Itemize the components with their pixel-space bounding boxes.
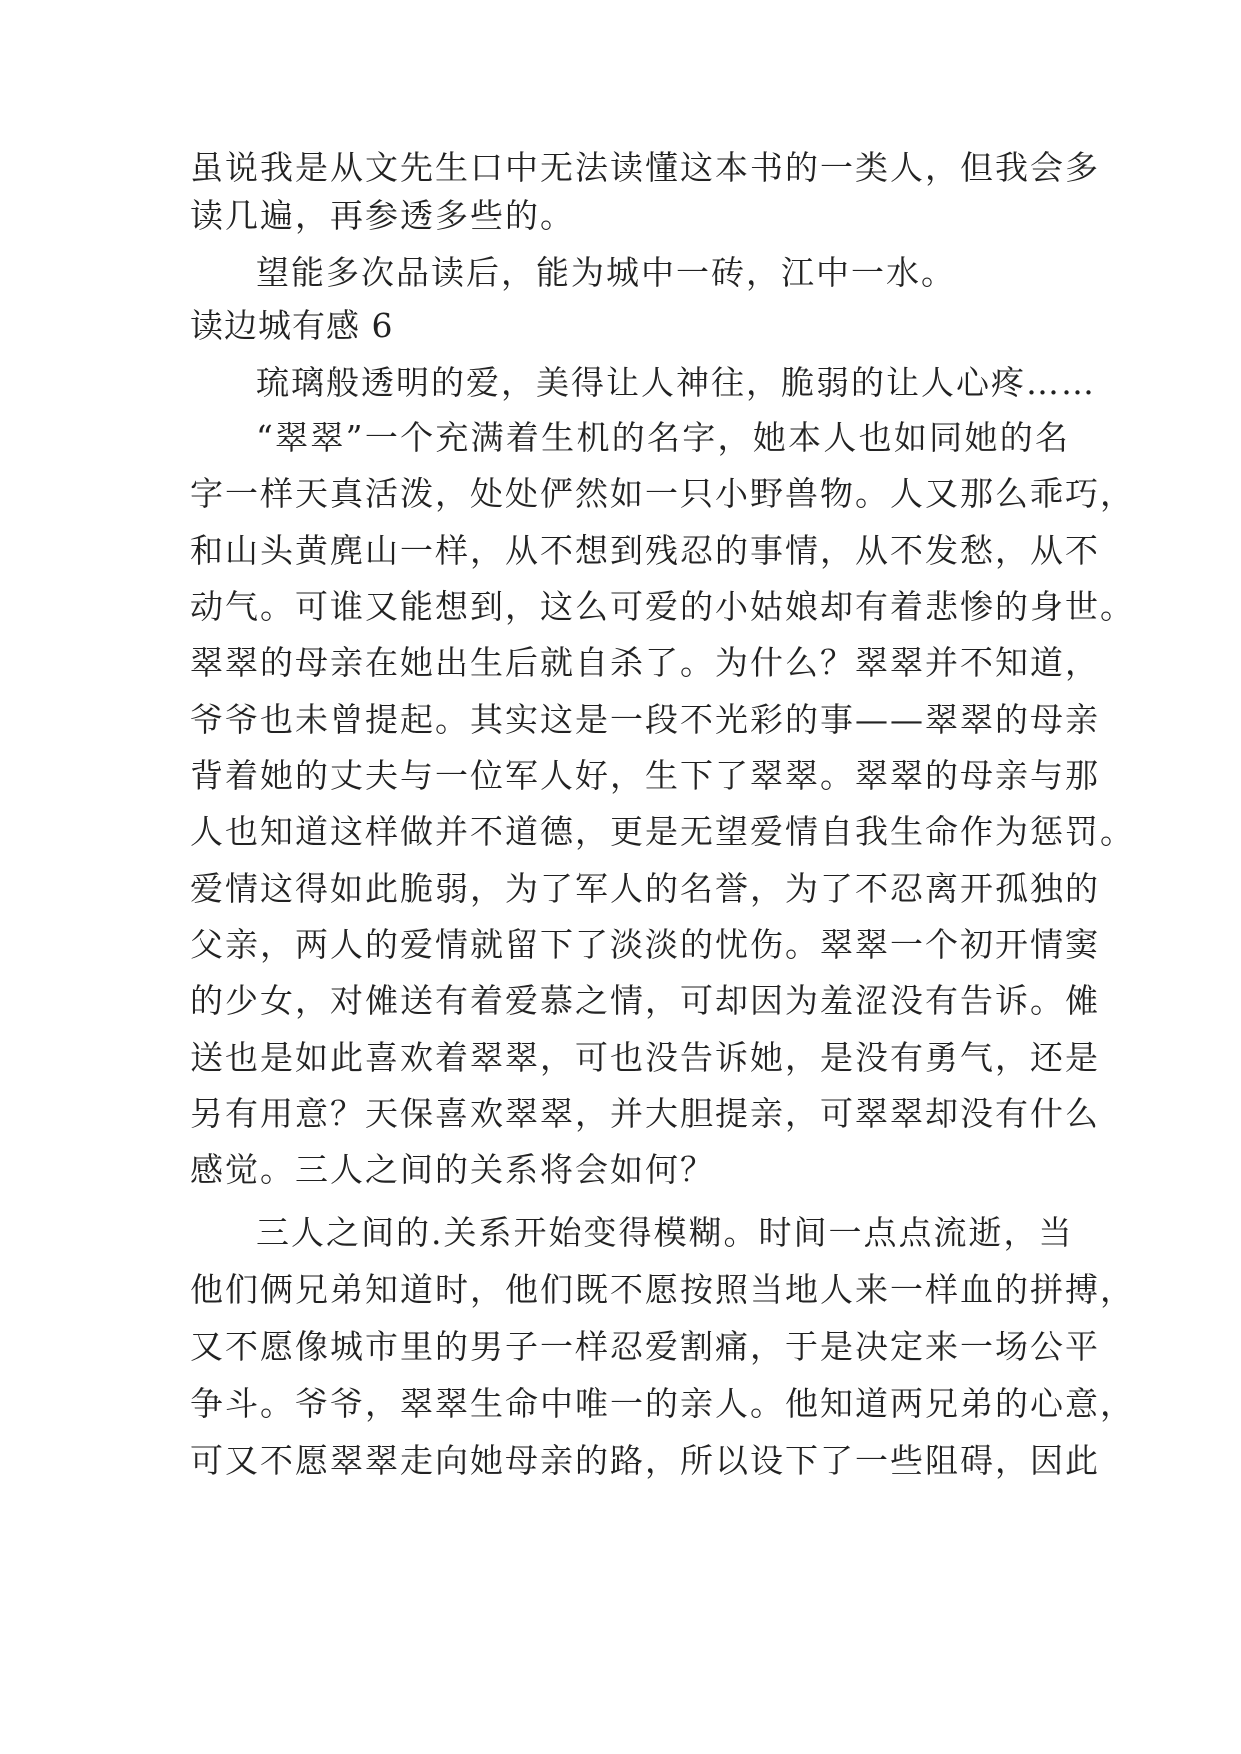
paragraph-2-line-1: 望能多次品读后，能为城中一砖，江中一水。 <box>256 253 956 292</box>
paragraph-4-line-1: “翠翠”一个充满着生机的名字，她本人也如同她的名 <box>256 418 1070 457</box>
paragraph-1-line-1: 虽说我是从文先生口中无法读懂这本书的一类人，但我会多 <box>190 148 1100 187</box>
paragraph-4-line-2: 字一样天真活泼，处处俨然如一只小野兽物。人又那么乖巧， <box>190 474 1135 513</box>
paragraph-4-line-10: 父亲，两人的爱情就留下了淡淡的忧伤。翠翠一个初开情窦 <box>190 925 1100 964</box>
paragraph-5-line-2: 他们俩兄弟知道时，他们既不愿按照当地人来一样血的拼搏， <box>190 1270 1135 1309</box>
paragraph-4-line-6: 爷爷也未曾提起。其实这是一段不光彩的事——翠翠的母亲 <box>190 700 1100 739</box>
paragraph-4-line-12: 送也是如此喜欢着翠翠，可也没告诉她，是没有勇气，还是 <box>190 1038 1100 1077</box>
paragraph-4-line-3: 和山头黄麂山一样，从不想到残忍的事情，从不发愁，从不 <box>190 531 1100 570</box>
paragraph-4-line-5: 翠翠的母亲在她出生后就自杀了。为什么？翠翠并不知道， <box>190 643 1100 682</box>
paragraph-1-line-2: 读几遍，再参透多些的。 <box>190 196 575 235</box>
paragraph-4-line-7: 背着她的丈夫与一位军人好，生下了翠翠。翠翠的母亲与那 <box>190 756 1100 795</box>
paragraph-4-line-11: 的少女，对傩送有着爱慕之情，可却因为羞涩没有告诉。傩 <box>190 981 1100 1020</box>
paragraph-4-line-13: 另有用意？天保喜欢翠翠，并大胆提亲，可翠翠却没有什么 <box>190 1094 1100 1133</box>
paragraph-4-line-9: 爱情这得如此脆弱，为了军人的名誉，为了不忍离开孤独的 <box>190 869 1100 908</box>
paragraph-5-line-1: 三人之间的.关系开始变得模糊。时间一点点流逝，当 <box>256 1213 1074 1252</box>
paragraph-5-line-4: 争斗。爷爷，翠翠生命中唯一的亲人。他知道两兄弟的心意， <box>190 1384 1135 1423</box>
paragraph-5-line-5: 可又不愿翠翠走向她母亲的路，所以设下了一些阻碍，因此 <box>190 1441 1100 1480</box>
paragraph-4-line-8: 人也知道这样做并不道德，更是无望爱情自我生命作为惩罚。 <box>190 812 1135 851</box>
paragraph-3-line-1: 琉璃般透明的爱，美得让人神往，脆弱的让人心疼…… <box>256 363 1096 402</box>
paragraph-4-line-4: 动气。可谁又能想到，这么可爱的小姑娘却有着悲惨的身世。 <box>190 587 1135 626</box>
section-heading: 读边城有感 6 <box>190 306 394 345</box>
paragraph-4-line-14: 感觉。三人之间的关系将会如何？ <box>190 1150 715 1189</box>
paragraph-5-line-3: 又不愿像城市里的男子一样忍爱割痛，于是决定来一场公平 <box>190 1327 1100 1366</box>
